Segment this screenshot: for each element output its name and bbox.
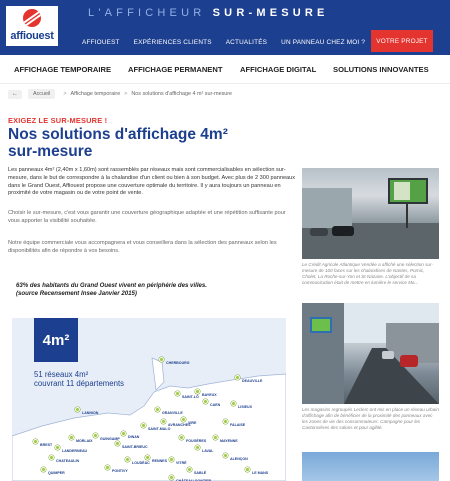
arrow-left-icon[interactable]: ←: [8, 90, 22, 99]
map-city-label: LAVAL: [202, 449, 214, 453]
subnav-solutions-innovantes[interactable]: SOLUTIONS INNOVANTES: [333, 65, 429, 74]
map-city-label: GUINGAMP: [100, 437, 120, 441]
map-marker-icon[interactable]: [49, 455, 54, 460]
map-city-label: SAINT-LÔ: [182, 395, 199, 399]
breadcrumb-affichage-temporaire[interactable]: Affichage temporaire: [70, 91, 121, 97]
logo-mark-icon: [23, 9, 41, 27]
map-city-label: VITRÉ: [176, 461, 187, 465]
map-marker-icon[interactable]: [93, 433, 98, 438]
map-city-label: AVRANCHES: [168, 423, 191, 427]
map-city-label: VIRE: [188, 421, 197, 425]
map-marker-icon[interactable]: [179, 435, 184, 440]
map-city-label: CHATEAULIN: [56, 459, 80, 463]
photo-1-scene: [302, 168, 439, 259]
map-marker-icon[interactable]: [195, 389, 200, 394]
tagline-bold: SUR-MESURE: [212, 7, 329, 19]
page-title-line2: sur-mesure: [8, 143, 93, 160]
map-marker-icon[interactable]: [145, 455, 150, 460]
category-navigation: [0, 55, 450, 84]
map-city-label: SAINT-BRIEUC: [122, 445, 148, 449]
map-marker-icon[interactable]: [187, 467, 192, 472]
map-title-line1: 51 réseaux 4m²: [34, 370, 89, 379]
map-city-label: LE MANS: [252, 471, 269, 475]
map-city-label: LANNION: [82, 411, 99, 415]
map-city-label: MAYENNE: [220, 439, 238, 443]
nav-affiouest[interactable]: AFFIOUEST: [82, 38, 120, 46]
main-navigation: [82, 31, 379, 53]
nav-panneau-chez-moi[interactable]: UN PANNEAU CHEZ MOI ?: [281, 38, 366, 46]
map-marker-icon[interactable]: [223, 419, 228, 424]
map-city-label: PONTIVY: [112, 469, 128, 473]
statistic-quote: [16, 282, 286, 299]
map-city-label: LANDERNEAU: [62, 449, 88, 453]
billboard-photo-3: [302, 452, 439, 481]
map-marker-icon[interactable]: [223, 453, 228, 458]
map-city-label: DINAN: [128, 435, 140, 439]
breadcrumb-separator: >: [63, 91, 67, 97]
map-city-label: CHÂTEAU-GONTIER: [176, 479, 212, 481]
map-marker-icon[interactable]: [161, 419, 166, 424]
map-marker-icon[interactable]: [125, 457, 130, 462]
map-marker-icon[interactable]: [235, 375, 240, 380]
breadcrumb-separator: >: [124, 91, 128, 97]
map-marker-icon[interactable]: [213, 435, 218, 440]
intro-paragraph-2: Choisir le sur-mesure, c'est vous garantir une couverture géographique adaptée et une répétition suffisante pour vous apporter la visibilité souhaitée.: [8, 210, 286, 224]
map-marker-icon[interactable]: [155, 407, 160, 412]
photo-1-caption: Le Crédit Agricole Atlantique Vendée a affiché une sélection sur-mesure de 100 faces sur les chalandises de Nantes, Pornic, Cholet, La Roche-sur-Yon et St-Nazaire. L'objectif de sa communication était de mettre en lumière le service Ma...: [302, 262, 433, 285]
map-city-label: BAYEUX: [202, 393, 217, 397]
page-kicker: EXIGEZ LE SUR-MESURE !: [8, 116, 108, 125]
map-city-label: GRANVILLE: [162, 411, 183, 415]
logo-text: affiouest: [10, 30, 54, 42]
map-marker-icon[interactable]: [69, 435, 74, 440]
map-marker-icon[interactable]: [121, 431, 126, 436]
breadcrumb-home[interactable]: Accueil: [28, 89, 55, 99]
map-city-label: LOUDÉAC: [132, 461, 150, 465]
nav-actualites[interactable]: ACTUALITÉS: [225, 38, 268, 46]
header-tagline: [88, 7, 329, 19]
map-city-label: LISIEUX: [238, 405, 252, 409]
votre-projet-button[interactable]: VOTRE PROJET: [371, 30, 433, 52]
map-marker-icon[interactable]: [159, 357, 164, 362]
map-marker-icon[interactable]: [245, 467, 250, 472]
billboard-photo-1: [302, 168, 439, 259]
map-city-label: CHERBOURG: [166, 361, 190, 365]
page-title-line1: Nos solutions d'affichage 4m²: [8, 126, 228, 143]
map-city-label: CAEN: [210, 403, 221, 407]
page-title: [8, 126, 288, 160]
intro-paragraph-3: Notre équipe commerciale vous accompagnera et vous conseillera dans la sélection des panneaux selon les disponibilités afin de répondre à vos besoins.: [8, 240, 277, 254]
map-marker-icon[interactable]: [169, 475, 174, 480]
billboard-photo-2: [302, 303, 439, 404]
nav-experiences-clients[interactable]: EXPÉRIENCES CLIENTS: [133, 38, 212, 46]
map-city-label: ALENÇON: [230, 457, 248, 461]
network-map: [12, 318, 286, 481]
map-marker-icon[interactable]: [175, 391, 180, 396]
map-city-label: QUIMPER: [48, 471, 65, 475]
site-header: [0, 0, 450, 55]
subnav-affichage-digital[interactable]: AFFICHAGE DIGITAL: [240, 65, 317, 74]
map-marker-icon[interactable]: [141, 423, 146, 428]
map-city-label: SABLÉ: [194, 471, 207, 475]
map-city-label: DEAUVILLE: [242, 379, 263, 383]
map-marker-icon[interactable]: [105, 465, 110, 470]
map-marker-icon[interactable]: [41, 467, 46, 472]
map-marker-icon[interactable]: [231, 401, 236, 406]
map-city-label: SAINT-MALO: [148, 427, 171, 431]
map-city-label: FALAISE: [230, 423, 246, 427]
tagline-light: L'AFFICHEUR: [88, 7, 206, 19]
map-city-label: RENNES: [152, 459, 167, 463]
map-title: [34, 370, 124, 389]
map-marker-icon[interactable]: [115, 441, 120, 446]
subnav-affichage-temporaire[interactable]: AFFICHAGE TEMPORAIRE: [14, 65, 112, 74]
map-city-label: BREST: [40, 443, 53, 447]
subnav-affichage-permanent[interactable]: AFFICHAGE PERMANENT: [128, 65, 223, 74]
breadcrumb-current: Nos solutions d'affichage 4 m² sur-mesure: [131, 91, 233, 97]
intro-paragraph: Les panneaux 4m² (2,40m x 1,60m) sont rassemblés par réseaux mais sont commercialisables en sélection sur-mesure, dans le but de correspondre à la chalandise d'un client ou bien à son budget. Avec plus de 2 300 panneaux dans le Grand Ouest, Affiouest propose une couverture optimale du territoire. Il y aura toujours un panneau en proximité de votre magasin ou de votre point de vente.: [8, 167, 296, 197]
quote-source: (source Recensement Insee Janvier 2015): [16, 290, 137, 298]
map-marker-icon[interactable]: [181, 417, 186, 422]
map-marker-icon[interactable]: [33, 439, 38, 444]
map-title-line2: couvrant 11 départements: [34, 379, 125, 389]
photo-2-scene: [302, 303, 439, 404]
map-city-label: MORLAIX: [76, 439, 93, 443]
map-marker-icon[interactable]: [55, 445, 60, 450]
map-city-label: FOUGÈRES: [186, 439, 207, 443]
map-badge: [34, 318, 78, 362]
map-marker-icon[interactable]: [75, 407, 80, 412]
breadcrumb: [8, 89, 232, 99]
affiouest-logo[interactable]: [6, 6, 58, 46]
map-badge-label: 4m²: [42, 331, 70, 349]
photo-2-caption: Les magasins regroupés Leclerc ont mis en place un réseau urbain d'affichage afin de bénéficier de la proximité des panneaux avec les zones de vie des consommateurs. Campagne pour les Cantonnières des salons et pour agilité.: [302, 407, 439, 430]
map-marker-icon[interactable]: [203, 399, 208, 404]
map-marker-icon[interactable]: [195, 445, 200, 450]
map-marker-icon[interactable]: [169, 457, 174, 462]
quote-line1: 63% des habitants du Grand Ouest vivent en périphérie des villes.: [16, 282, 207, 289]
